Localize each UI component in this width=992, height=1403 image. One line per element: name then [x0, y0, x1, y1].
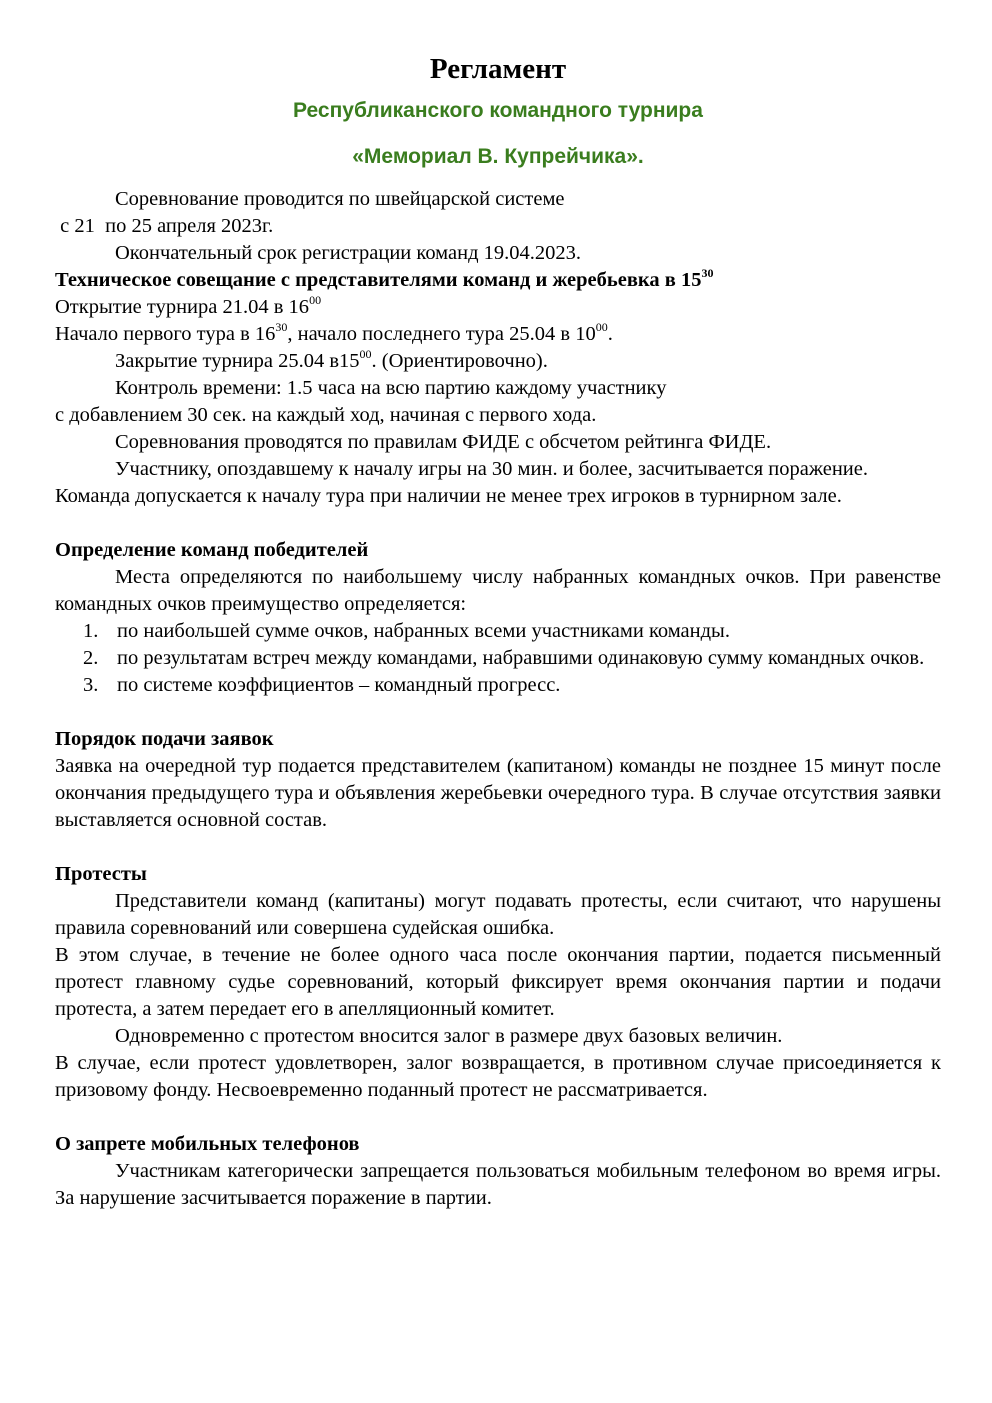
round-times: Начало первого тура в $16^{30}$, начало последнего тура 25.04 в $10^{00}$.	[55, 320, 613, 345]
intro-system: Соревнование проводится по швейцарской системе	[115, 188, 565, 210]
team-admit-rule: Команда допускается к началу тура при наличии не менее трех игроков в турнирном зале.	[55, 485, 842, 507]
phones-heading: О запрете мобильных телефонов	[55, 1133, 360, 1155]
protests-heading: Протесты	[55, 863, 147, 885]
time-control-1: Контроль времени: 1.5 часа на всю партию каждому участнику	[115, 377, 667, 399]
intro-dates: с 21 по 25 апреля 2023г.	[55, 215, 274, 237]
subtitle-line-1: Республиканского командного турнира	[293, 99, 703, 122]
spacer	[55, 834, 941, 861]
spacer	[55, 510, 941, 537]
subtitle-line-2: «Мемориал В. Купрейчика».	[352, 145, 644, 168]
intro-registration: Окончательный срок регистрации команд 19.04.2023.	[115, 242, 582, 264]
page-title: Регламент	[429, 53, 567, 85]
list-item: 2. по результатам встреч между командами, набравшими одинаковую сумму командных очков.	[83, 647, 925, 669]
winners-text: Места определяются по наибольшему числу набранных командных очков. При равенстве командных очков преимущество определяется:	[55, 566, 941, 615]
spacer	[55, 1104, 941, 1131]
protests-p4: В случае, если протест удовлетворен, залог возвращается, в противном случае присоединяется к призовому фонду. Несвоевременно поданный протест не рассматривается.	[55, 1052, 941, 1101]
protests-p1: Представители команд (капитаны) могут подавать протесты, если считают, что нарушены правила соревнований или совершена судейская ошибка.	[55, 890, 941, 939]
protests-p3: Одновременно с протестом вносится залог в размере двух базовых величин.	[115, 1025, 783, 1047]
tiebreak-list	[55, 618, 941, 699]
spacer	[55, 699, 941, 726]
applications-heading: Порядок подачи заявок	[55, 728, 274, 750]
tech-meeting: Техническое совещание с представителями команд и жеребьевка в $15^{30}$	[55, 266, 714, 291]
fide-rules: Соревнования проводятся по правилам ФИДЕ с обсчетом рейтинга ФИДЕ.	[115, 431, 772, 453]
phones-text: Участникам категорически запрещается пользоваться мобильным телефоном во время игры. За нарушение засчитывается поражение в партии.	[55, 1160, 941, 1209]
list-item: 1. по наибольшей сумме очков, набранных всеми участниками команды.	[83, 620, 730, 642]
closing-time: Закрытие турнира 25.04 $в15^{00}$. (Ориентировочно).	[115, 347, 548, 372]
time-control-2: с добавлением 30 сек. на каждый ход, начиная с первого хода.	[55, 404, 597, 426]
opening-time: Открытие турнира 21.04 в $16^{00}$	[55, 293, 322, 318]
applications-text: Заявка на очередной тур подается представителем (капитаном) команды не позднее 15 минут после окончания предыдущего тура и объявления жеребьевки очередного тура. В случае отсутствия заявки выставляется основной состав.	[55, 755, 941, 831]
late-rule: Участнику, опоздавшему к началу игры на 30 мин. и более, засчитывается поражение.	[115, 458, 868, 480]
list-item: 3. по системе коэффициентов – командный прогресс.	[83, 674, 561, 696]
winners-heading: Определение команд победителей	[55, 539, 369, 561]
document-page	[55, 52, 941, 1212]
protests-p2: В этом случае, в течение не более одного часа после окончания партии, подается письменный протест главному судье соревнований, который фиксирует время окончания партии и подачи протеста, а затем передает его в апелляционный комитет.	[55, 944, 941, 1020]
